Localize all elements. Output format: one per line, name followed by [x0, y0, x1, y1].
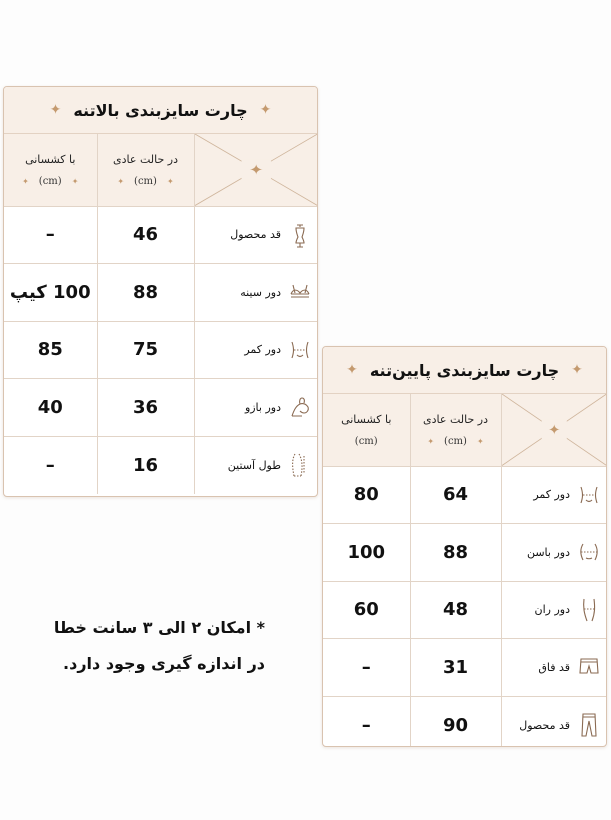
size-table	[323, 394, 606, 747]
normal-value: 36	[97, 379, 194, 437]
measurement-label: دور کمر	[244, 343, 281, 357]
stretch-value: 85	[4, 321, 97, 379]
stretch-column-header: با کشسانی ✦ (cm) ✦	[4, 134, 97, 206]
table-header-row	[4, 134, 317, 206]
waist-icon	[289, 337, 311, 363]
normal-value: 88	[97, 264, 194, 322]
table-row	[323, 581, 606, 639]
unit-label: (cm)	[134, 175, 157, 187]
sparkle-icon: ✦	[71, 176, 79, 186]
table-row	[4, 206, 317, 264]
measurement-label-cell	[501, 581, 606, 639]
table-row	[323, 696, 606, 747]
measurement-note	[20, 610, 265, 682]
stretch-value: –	[4, 206, 97, 264]
hip-icon	[578, 539, 600, 565]
corner-ornament-cell	[194, 134, 317, 206]
sparkle-icon: ✦	[571, 362, 583, 378]
chart-title: چارت سایزبندی بالاتنه	[73, 100, 248, 120]
waist-icon	[578, 482, 600, 508]
stretch-value: –	[4, 436, 97, 494]
arm-muscle-icon	[289, 394, 311, 420]
size-table	[4, 134, 317, 494]
stretch-column-header: با کشسانی (cm)	[323, 394, 410, 466]
diagonal-ornament-icon	[195, 134, 318, 206]
measurement-label-cell	[501, 696, 606, 747]
measurement-label: دور سینه	[240, 285, 281, 299]
chart-title: چارت سایزبندی پایین‌تنه	[369, 360, 560, 380]
sparkle-icon: ✦	[117, 176, 125, 186]
table-row	[4, 379, 317, 437]
table-row	[323, 524, 606, 582]
measurement-label: طول آستین	[227, 458, 281, 472]
stretch-value: 100	[323, 524, 410, 582]
normal-value: 46	[97, 206, 194, 264]
pants-icon	[578, 712, 600, 738]
unit-label: (cm)	[444, 435, 467, 447]
sleeve-icon	[289, 452, 311, 478]
sparkle-icon: ✦	[476, 436, 484, 446]
thigh-icon	[578, 597, 600, 623]
measurement-label-cell	[194, 379, 317, 437]
stretch-value: –	[323, 639, 410, 697]
measurement-label: قد محصول	[230, 228, 281, 242]
sparkle-icon: ✦	[346, 362, 358, 378]
sparkle-icon: ✦	[49, 102, 62, 118]
chart-title-bar	[4, 87, 317, 134]
sparkle-icon: ✦	[166, 176, 174, 186]
normal-value: 48	[410, 581, 501, 639]
measurement-label: دور باسن	[526, 545, 570, 559]
dress-form-icon	[289, 222, 311, 248]
measurement-label-cell	[501, 639, 606, 697]
measurement-label: دور ران	[534, 603, 570, 617]
note-line: در اندازه گیری وجود دارد.	[63, 654, 265, 673]
normal-value: 88	[410, 524, 501, 582]
normal-value: 75	[97, 321, 194, 379]
measurement-label-cell	[501, 466, 606, 524]
chart-title-bar	[323, 347, 606, 394]
measurement-label-cell	[194, 321, 317, 379]
table-row	[4, 321, 317, 379]
measurement-label: دور بازو	[244, 400, 281, 414]
svg-text:✦: ✦	[547, 423, 560, 439]
normal-value: 31	[410, 639, 501, 697]
normal-value: 64	[410, 466, 501, 524]
measurement-label-cell	[194, 206, 317, 264]
normal-column-header: در حالت عادی ✦ (cm) ✦	[410, 394, 501, 466]
stretch-value: 100 کیپ	[4, 264, 97, 322]
bra-icon	[289, 279, 311, 305]
unit-label: (cm)	[354, 435, 378, 447]
normal-value: 16	[97, 436, 194, 494]
stretch-value: 40	[4, 379, 97, 437]
table-row	[4, 436, 317, 494]
measurement-label: قد فاق	[538, 660, 570, 674]
measurement-label-cell	[194, 264, 317, 322]
table-row	[323, 639, 606, 697]
note-line: * امکان ۲ الی ۳ سانت خطا	[53, 618, 265, 637]
measurement-label-cell	[501, 524, 606, 582]
stretch-value: 60	[323, 581, 410, 639]
table-row	[323, 466, 606, 524]
normal-column-header: در حالت عادی ✦ (cm) ✦	[97, 134, 194, 206]
normal-value: 90	[410, 696, 501, 747]
sparkle-icon: ✦	[259, 102, 272, 118]
lower-body-size-chart	[322, 346, 607, 747]
svg-text:✦: ✦	[248, 162, 263, 179]
measurement-label: قد محصول	[519, 718, 570, 732]
stretch-value: –	[323, 696, 410, 747]
sparkle-icon: ✦	[22, 176, 29, 186]
shorts-icon	[578, 654, 600, 680]
table-header-row	[323, 394, 606, 466]
diagonal-ornament-icon	[502, 394, 607, 466]
table-row	[4, 264, 317, 322]
measurement-label: دور کمر	[533, 488, 570, 502]
measurement-label-cell	[194, 436, 317, 494]
unit-label: (cm)	[38, 175, 62, 187]
upper-body-size-chart	[3, 86, 318, 497]
corner-ornament-cell	[501, 394, 606, 466]
sparkle-icon: ✦	[427, 436, 435, 446]
stretch-value: 80	[323, 466, 410, 524]
